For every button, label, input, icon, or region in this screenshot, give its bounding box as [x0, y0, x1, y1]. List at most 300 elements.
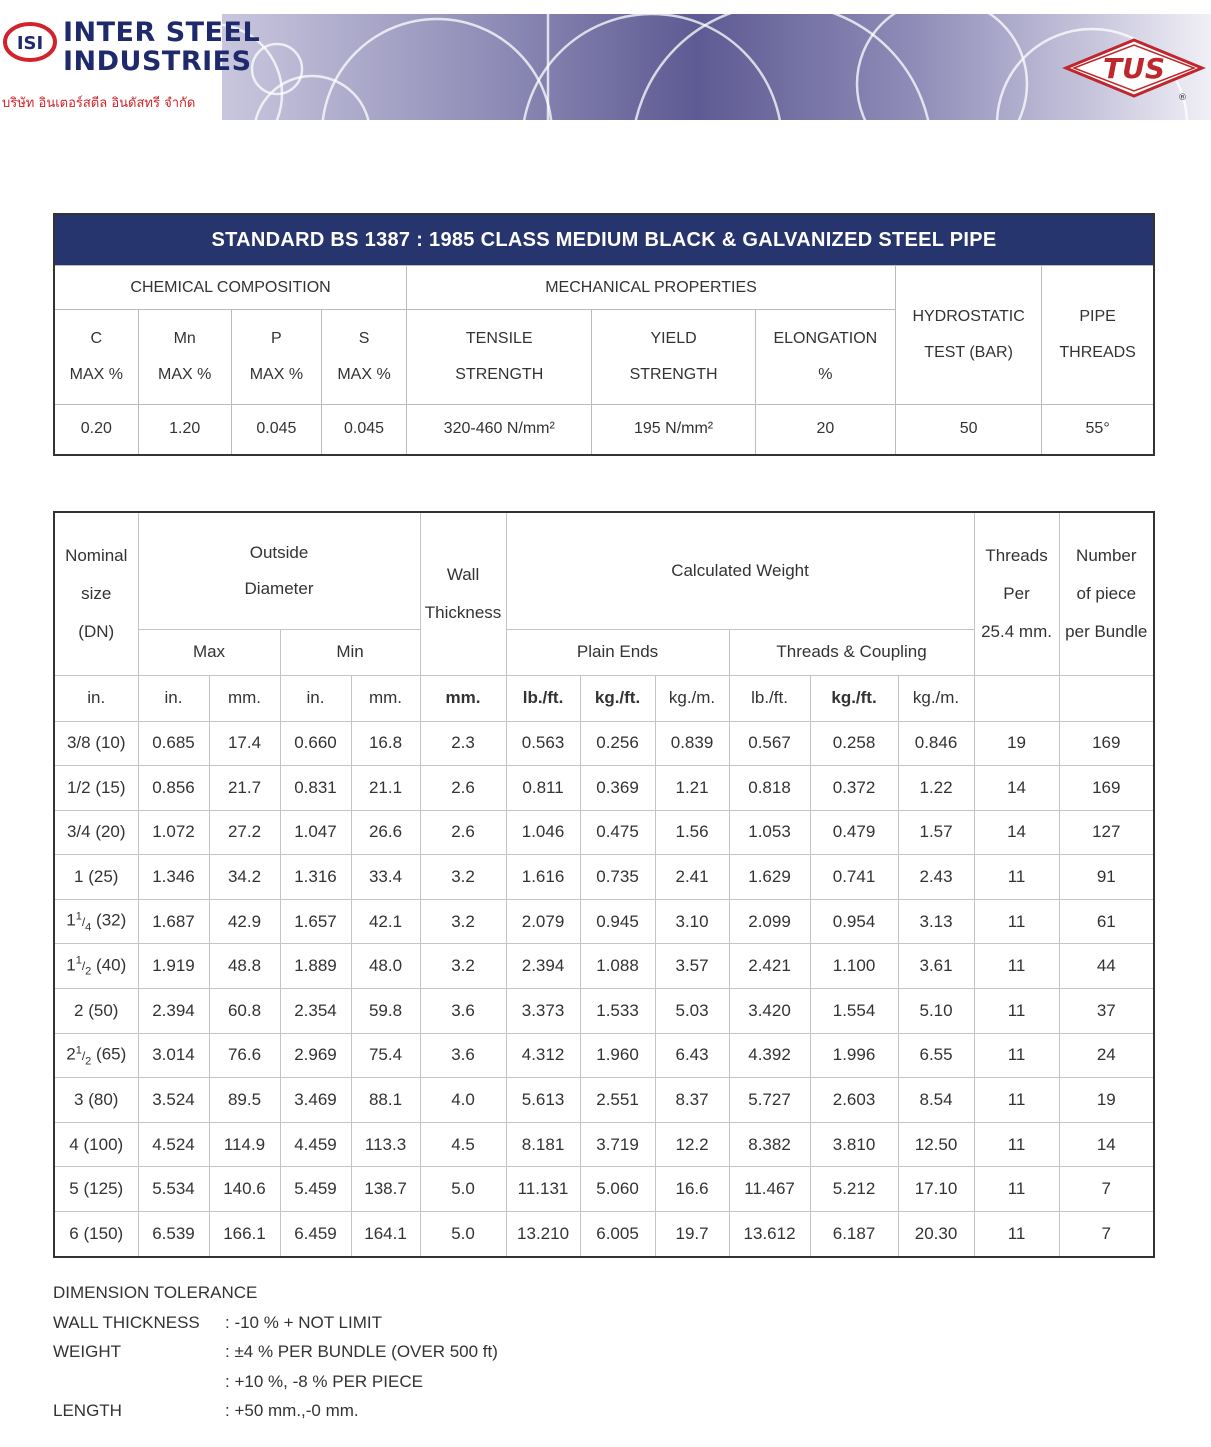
- nominal-size-cell: [54, 1078, 138, 1123]
- table-row: [54, 944, 1154, 989]
- threads-per-header-line1: Threads: [985, 545, 1048, 565]
- nominal-size-dn: (50): [88, 1000, 119, 1020]
- table-cell: 11: [974, 944, 1059, 989]
- table-cell: 1.21: [655, 766, 729, 811]
- table-cell: 0.369: [580, 766, 655, 811]
- table-cell: 76.6: [209, 1033, 280, 1078]
- table-cell: 19: [1059, 1078, 1154, 1123]
- table-cell: 0.818: [729, 766, 810, 811]
- table-cell: 3.10: [655, 899, 729, 944]
- table-cell: 127: [1059, 810, 1154, 855]
- carbon-header: [54, 310, 138, 405]
- wall-thickness-header-line2: Thickness: [424, 602, 502, 622]
- table-cell: 3.2: [420, 855, 506, 900]
- table-cell: 12.2: [655, 1122, 729, 1167]
- table-cell: 5.727: [729, 1078, 810, 1123]
- tensile-value: 320-460 N/mm²: [407, 405, 592, 455]
- table-cell: 8.181: [506, 1122, 580, 1167]
- table-cell: 14: [1059, 1122, 1154, 1167]
- nominal-size-whole: 3: [74, 1090, 84, 1110]
- nominal-size-dn: (65): [96, 1044, 127, 1064]
- table-cell: 11: [974, 855, 1059, 900]
- table-cell: 0.256: [580, 721, 655, 766]
- table-cell: 2.394: [506, 944, 580, 989]
- table-cell: 24: [1059, 1033, 1154, 1078]
- table-cell: 4.524: [138, 1122, 209, 1167]
- od-max-header: Max: [138, 629, 280, 675]
- table-cell: 89.5: [209, 1078, 280, 1123]
- nominal-size-dn: (25): [88, 867, 119, 887]
- table-cell: 21.1: [351, 766, 420, 811]
- header-banner: [0, 0, 1211, 122]
- nominal-size-dn: (150): [83, 1223, 124, 1243]
- threads-coupling-header: Threads & Coupling: [729, 629, 974, 675]
- table-cell: 4.0: [420, 1078, 506, 1123]
- table-cell: 2.603: [810, 1078, 898, 1123]
- tolerance-label: WALL THICKNESS: [53, 1312, 200, 1332]
- table-cell: 4.5: [420, 1122, 506, 1167]
- nominal-size-fraction: [75, 910, 92, 934]
- spec-value-row: [54, 405, 1154, 455]
- hydrostatic-value: 50: [895, 405, 1041, 455]
- registered-mark: ®: [1178, 93, 1187, 102]
- table-cell: 3.719: [580, 1122, 655, 1167]
- table-cell: 3.13: [898, 899, 974, 944]
- table-cell: 3.373: [506, 989, 580, 1034]
- table-cell: 27.2: [209, 810, 280, 855]
- table-cell: 11: [974, 1122, 1059, 1167]
- table-row: [54, 855, 1154, 900]
- table-cell: 0.811: [506, 766, 580, 811]
- table-cell: 3.469: [280, 1078, 351, 1123]
- nominal-size-dn: (40): [96, 955, 127, 975]
- table-cell: 1.100: [810, 944, 898, 989]
- table-cell: 2.6: [420, 766, 506, 811]
- plain-ends-header: Plain Ends: [506, 629, 729, 675]
- carbon-value: 0.20: [54, 405, 138, 455]
- table-cell: 1.919: [138, 944, 209, 989]
- table-cell: 1.22: [898, 766, 974, 811]
- table-cell: 8.54: [898, 1078, 974, 1123]
- nominal-size-whole: 2: [74, 1000, 84, 1020]
- table-cell: 17.10: [898, 1167, 974, 1212]
- table-cell: 12.50: [898, 1122, 974, 1167]
- hydrostatic-header: [895, 266, 1041, 405]
- table-cell: 42.9: [209, 899, 280, 944]
- table-cell: 3.2: [420, 899, 506, 944]
- elongation-header-line1: ELONGATION: [773, 330, 878, 347]
- pieces-per-bundle-header: [1059, 512, 1154, 675]
- table-row: [54, 989, 1154, 1034]
- table-cell: 11: [974, 1033, 1059, 1078]
- table-cell: 1.316: [280, 855, 351, 900]
- unit-cell: mm.: [420, 675, 506, 721]
- tolerance-value: : +10 %, -8 % PER PIECE: [225, 1371, 423, 1391]
- tus-logo-text: TUS: [1102, 52, 1166, 85]
- table-cell: 6.005: [580, 1212, 655, 1257]
- table-row: [54, 1078, 1154, 1123]
- table-cell: 1.629: [729, 855, 810, 900]
- table-cell: 2.354: [280, 989, 351, 1034]
- nominal-size-header: [54, 512, 138, 675]
- table-cell: 164.1: [351, 1212, 420, 1257]
- unit-cell: mm.: [209, 675, 280, 721]
- nominal-size-cell: [54, 766, 138, 811]
- dimension-table-body: [54, 721, 1154, 1257]
- fraction-numerator: 1: [75, 910, 82, 923]
- pieces-per-bundle-header-line3: per Bundle: [1065, 621, 1148, 641]
- table-cell: 42.1: [351, 899, 420, 944]
- table-cell: 1.616: [506, 855, 580, 900]
- table-cell: 5.03: [655, 989, 729, 1034]
- table-cell: 113.3: [351, 1122, 420, 1167]
- nominal-size-header-line3: (DN): [78, 621, 115, 641]
- threads-per-header-line3: 25.4 mm.: [981, 621, 1052, 641]
- nominal-size-whole: 3/8: [66, 733, 91, 753]
- phosphorus-value: 0.045: [231, 405, 321, 455]
- threads-per-header-line2: Per: [1003, 583, 1030, 603]
- table-row: [54, 1212, 1154, 1257]
- table-cell: 114.9: [209, 1122, 280, 1167]
- phosphorus-header-line1: P: [271, 330, 282, 347]
- carbon-header-line1: C: [90, 330, 103, 347]
- tensile-header: [407, 310, 592, 405]
- od-min-header: Min: [280, 629, 420, 675]
- table-cell: 0.954: [810, 899, 898, 944]
- table-row: [54, 1122, 1154, 1167]
- table-cell: 169: [1059, 721, 1154, 766]
- tolerance-value: : +50 mm.,-0 mm.: [225, 1401, 359, 1420]
- outside-diameter-header-line2: Diameter: [244, 578, 314, 598]
- nominal-size-whole: 1: [74, 867, 84, 887]
- table-row: [54, 899, 1154, 944]
- table-cell: 5.212: [810, 1167, 898, 1212]
- table-cell: 3.2: [420, 944, 506, 989]
- fraction-denominator: 2: [85, 1054, 92, 1067]
- tolerance-label: WEIGHT: [53, 1342, 121, 1361]
- manganese-header: [138, 310, 231, 405]
- units-row: [54, 675, 1154, 721]
- table-cell: 1.533: [580, 989, 655, 1034]
- unit-cell: lb./ft.: [506, 675, 580, 721]
- table-cell: 26.6: [351, 810, 420, 855]
- fraction-denominator: 4: [85, 921, 92, 934]
- table-cell: 1.088: [580, 944, 655, 989]
- table-cell: 3.524: [138, 1078, 209, 1123]
- table-cell: 16.8: [351, 721, 420, 766]
- table-cell: 2.6: [420, 810, 506, 855]
- table-cell: 14: [974, 766, 1059, 811]
- table-cell: 0.563: [506, 721, 580, 766]
- table-cell: 4.392: [729, 1033, 810, 1078]
- table-cell: 14: [974, 810, 1059, 855]
- sulfur-header-line2: MAX %: [337, 366, 391, 383]
- table-cell: 1.56: [655, 810, 729, 855]
- yield-header-line1: YIELD: [650, 330, 697, 347]
- nominal-size-whole: 1/2: [66, 777, 91, 797]
- nominal-size-dn: (10): [95, 733, 126, 753]
- table-cell: 1.346: [138, 855, 209, 900]
- table-cell: 16.6: [655, 1167, 729, 1212]
- sulfur-header: [321, 310, 406, 405]
- calculated-weight-header: Calculated Weight: [506, 512, 974, 629]
- table-cell: 5.534: [138, 1167, 209, 1212]
- table-cell: 11.131: [506, 1167, 580, 1212]
- table-cell: 6.187: [810, 1212, 898, 1257]
- table-cell: 3.6: [420, 1033, 506, 1078]
- yield-header: [592, 310, 755, 405]
- table-cell: 3.014: [138, 1033, 209, 1078]
- table-cell: 1.996: [810, 1033, 898, 1078]
- table-cell: 91: [1059, 855, 1154, 900]
- tolerance-value: : ±4 % PER BUNDLE (OVER 500 ft): [225, 1342, 498, 1361]
- dimension-table: [53, 511, 1155, 1258]
- table-cell: 3.57: [655, 944, 729, 989]
- table-cell: 34.2: [209, 855, 280, 900]
- table-cell: 6.539: [138, 1212, 209, 1257]
- fraction-numerator: 1: [75, 954, 82, 967]
- table-cell: 11: [974, 989, 1059, 1034]
- tus-logo-icon: [1062, 38, 1207, 102]
- table-cell: 5.0: [420, 1167, 506, 1212]
- nominal-size-dn: (100): [83, 1134, 124, 1154]
- nominal-size-header-line2: size: [81, 583, 112, 603]
- unit-cell: kg./ft.: [580, 675, 655, 721]
- spec-title: STANDARD BS 1387 : 1985 CLASS MEDIUM BLACK & GALVANIZED STEEL PIPE: [54, 214, 1154, 266]
- table-cell: 11.467: [729, 1167, 810, 1212]
- table-cell: 138.7: [351, 1167, 420, 1212]
- table-cell: 2.421: [729, 944, 810, 989]
- table-cell: 13.210: [506, 1212, 580, 1257]
- table-cell: 2.394: [138, 989, 209, 1034]
- table-cell: 0.831: [280, 766, 351, 811]
- chemical-composition-header: CHEMICAL COMPOSITION: [54, 266, 407, 310]
- nominal-size-cell: [54, 899, 138, 944]
- yield-header-line2: STRENGTH: [629, 366, 718, 383]
- table-row: [54, 721, 1154, 766]
- table-cell: 2.551: [580, 1078, 655, 1123]
- nominal-size-whole: 3/4: [66, 822, 91, 842]
- table-cell: 3.420: [729, 989, 810, 1034]
- mechanical-properties-header: MECHANICAL PROPERTIES: [407, 266, 896, 310]
- table-cell: 5.0: [420, 1212, 506, 1257]
- table-cell: 169: [1059, 766, 1154, 811]
- table-cell: 8.382: [729, 1122, 810, 1167]
- pipe-threads-header: [1042, 266, 1154, 405]
- unit-cell: in.: [54, 675, 138, 721]
- elongation-header: [755, 310, 895, 405]
- isi-logo-icon: [3, 22, 57, 62]
- table-cell: 0.741: [810, 855, 898, 900]
- outside-diameter-header-line1: Outside: [249, 542, 309, 562]
- table-cell: 0.372: [810, 766, 898, 811]
- hydrostatic-header-line2: TEST (BAR): [924, 344, 1013, 361]
- unit-cell-empty: [974, 675, 1059, 721]
- company-name-line2: INDUSTRIES: [63, 46, 252, 77]
- tensile-header-line2: STRENGTH: [455, 366, 544, 383]
- nominal-size-cell: [54, 1122, 138, 1167]
- table-cell: 1.657: [280, 899, 351, 944]
- table-cell: 1.072: [138, 810, 209, 855]
- nominal-size-dn: (80): [88, 1090, 119, 1110]
- unit-cell: kg./m.: [898, 675, 974, 721]
- elongation-value: 20: [755, 405, 895, 455]
- table-cell: 61: [1059, 899, 1154, 944]
- table-cell: 17.4: [209, 721, 280, 766]
- table-cell: 11: [974, 1167, 1059, 1212]
- table-cell: 1.687: [138, 899, 209, 944]
- table-cell: 4.459: [280, 1122, 351, 1167]
- table-cell: 44: [1059, 944, 1154, 989]
- table-cell: 48.0: [351, 944, 420, 989]
- table-cell: 0.660: [280, 721, 351, 766]
- table-cell: 60.8: [209, 989, 280, 1034]
- table-cell: 48.8: [209, 944, 280, 989]
- table-cell: 166.1: [209, 1212, 280, 1257]
- nominal-size-cell: [54, 1033, 138, 1078]
- table-cell: 59.8: [351, 989, 420, 1034]
- table-row: [54, 766, 1154, 811]
- nominal-size-whole: 2: [66, 1044, 76, 1064]
- table-cell: 6.43: [655, 1033, 729, 1078]
- table-cell: 88.1: [351, 1078, 420, 1123]
- table-cell: 1.047: [280, 810, 351, 855]
- nominal-size-whole: 5: [69, 1179, 79, 1199]
- table-cell: 1.57: [898, 810, 974, 855]
- nominal-size-whole: 6: [69, 1223, 79, 1243]
- table-cell: 11: [974, 1078, 1059, 1123]
- table-cell: 1.889: [280, 944, 351, 989]
- unit-cell: kg./ft.: [810, 675, 898, 721]
- table-cell: 0.735: [580, 855, 655, 900]
- unit-cell: in.: [280, 675, 351, 721]
- manganese-value: 1.20: [138, 405, 231, 455]
- pieces-per-bundle-header-line2: of piece: [1076, 583, 1137, 603]
- table-cell: 6.459: [280, 1212, 351, 1257]
- nominal-size-cell: [54, 855, 138, 900]
- sulfur-value: 0.045: [321, 405, 406, 455]
- pieces-per-bundle-header-line1: Number: [1076, 545, 1137, 565]
- table-cell: 5.060: [580, 1167, 655, 1212]
- table-cell: 7: [1059, 1167, 1154, 1212]
- table-cell: 6.55: [898, 1033, 974, 1078]
- table-cell: 37: [1059, 989, 1154, 1034]
- table-cell: 3.6: [420, 989, 506, 1034]
- table-cell: 8.37: [655, 1078, 729, 1123]
- nominal-size-whole: 1: [66, 955, 76, 975]
- table-cell: 1.554: [810, 989, 898, 1034]
- pipe-threads-header-line2: THREADS: [1059, 344, 1136, 361]
- table-row: [54, 810, 1154, 855]
- nominal-size-cell: [54, 1167, 138, 1212]
- nominal-size-fraction: [75, 1043, 92, 1067]
- table-cell: 0.475: [580, 810, 655, 855]
- tolerance-label: LENGTH: [53, 1401, 122, 1420]
- nominal-size-cell: [54, 1212, 138, 1257]
- table-cell: 33.4: [351, 855, 420, 900]
- unit-cell: in.: [138, 675, 209, 721]
- table-cell: 0.685: [138, 721, 209, 766]
- yield-value: 195 N/mm²: [592, 405, 755, 455]
- spec-table: [53, 213, 1155, 456]
- table-cell: 2.099: [729, 899, 810, 944]
- table-cell: 0.846: [898, 721, 974, 766]
- nominal-size-whole: 4: [69, 1134, 79, 1154]
- table-row: [54, 1167, 1154, 1212]
- fraction-slash: /: [81, 914, 86, 929]
- outside-diameter-header: [138, 512, 420, 629]
- nominal-size-dn: (20): [95, 822, 126, 842]
- table-cell: 11: [974, 899, 1059, 944]
- wall-thickness-header-line1: Wall: [446, 564, 480, 584]
- threads-per-header: [974, 512, 1059, 675]
- nominal-size-whole: 1: [66, 910, 76, 930]
- table-cell: 2.41: [655, 855, 729, 900]
- carbon-header-line2: MAX %: [69, 366, 123, 383]
- table-cell: 5.613: [506, 1078, 580, 1123]
- company-name: [63, 18, 260, 76]
- table-cell: 11: [974, 1212, 1059, 1257]
- table-cell: 2.969: [280, 1033, 351, 1078]
- fraction-denominator: 2: [85, 965, 92, 978]
- nominal-size-cell: [54, 721, 138, 766]
- fraction-numerator: 1: [75, 1043, 82, 1056]
- table-cell: 20.30: [898, 1212, 974, 1257]
- wall-thickness-header: [420, 512, 506, 675]
- nominal-size-dn: (125): [83, 1179, 124, 1199]
- manganese-header-line2: MAX %: [158, 366, 212, 383]
- company-name-line1: INTER STEEL: [63, 17, 261, 48]
- table-cell: 21.7: [209, 766, 280, 811]
- table-cell: 5.459: [280, 1167, 351, 1212]
- manganese-header-line1: Mn: [173, 330, 196, 347]
- tensile-header-line1: TENSILE: [465, 330, 533, 347]
- table-cell: 0.839: [655, 721, 729, 766]
- nominal-size-cell: [54, 944, 138, 989]
- table-cell: 140.6: [209, 1167, 280, 1212]
- isi-logo-badge: ISI: [16, 33, 44, 54]
- table-cell: 19: [974, 721, 1059, 766]
- fraction-slash: /: [81, 1048, 86, 1063]
- pipe-threads-header-line1: PIPE: [1079, 308, 1116, 325]
- nominal-size-dn: (32): [96, 910, 127, 930]
- table-cell: 3.810: [810, 1122, 898, 1167]
- table-cell: 7: [1059, 1212, 1154, 1257]
- table-cell: 2.3: [420, 721, 506, 766]
- table-cell: 1.046: [506, 810, 580, 855]
- sulfur-header-line1: S: [358, 330, 370, 347]
- nominal-size-dn: (15): [95, 777, 126, 797]
- phosphorus-header-line2: MAX %: [249, 366, 304, 383]
- nominal-size-cell: [54, 989, 138, 1034]
- nominal-size-cell: [54, 810, 138, 855]
- unit-cell: kg./m.: [655, 675, 729, 721]
- table-cell: 19.7: [655, 1212, 729, 1257]
- unit-cell: mm.: [351, 675, 420, 721]
- phosphorus-header: [231, 310, 321, 405]
- unit-cell: lb./ft.: [729, 675, 810, 721]
- table-cell: 1.053: [729, 810, 810, 855]
- table-cell: 1.960: [580, 1033, 655, 1078]
- table-cell: 3.61: [898, 944, 974, 989]
- unit-cell-empty: [1059, 675, 1154, 721]
- table-cell: 75.4: [351, 1033, 420, 1078]
- pipe-threads-value: 55°: [1042, 405, 1154, 455]
- table-cell: 5.10: [898, 989, 974, 1034]
- nominal-size-header-line1: Nominal: [65, 545, 128, 565]
- fraction-slash: /: [81, 959, 86, 974]
- nominal-size-fraction: [75, 954, 92, 978]
